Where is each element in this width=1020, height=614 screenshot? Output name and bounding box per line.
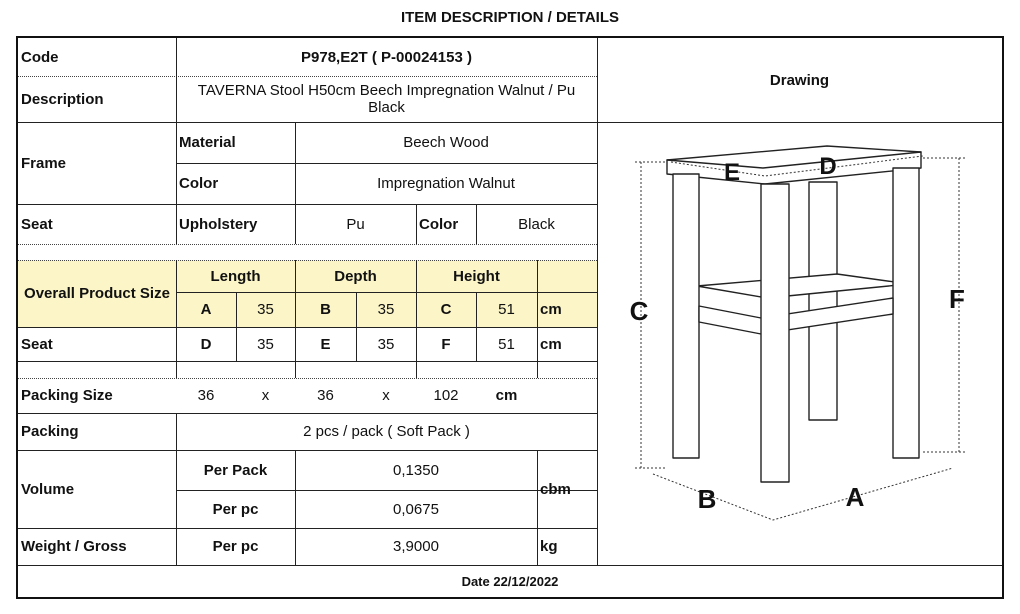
weight-unit: kg: [540, 538, 558, 555]
description-label: Description: [21, 90, 104, 108]
dim-letter-b: B: [320, 301, 331, 318]
description-value: TAVERNA Stool H50cm Beech Impregnation Walnut / Pu Black: [197, 82, 576, 116]
stool-front-stretcher: [699, 298, 893, 334]
dim-value-f: 51: [498, 335, 515, 353]
volume-per-pc: 0,0675: [393, 500, 439, 518]
dim-letter-d: D: [200, 335, 212, 353]
dim-letter-e: E: [320, 335, 331, 353]
seat-dim-label: Seat: [21, 335, 53, 353]
seat-unit: cm: [540, 335, 562, 353]
stool-back-leg: [809, 182, 837, 420]
drawing-letter-e: E: [723, 159, 741, 186]
per-pack-label: Per Pack: [203, 461, 268, 479]
page-title: ITEM DESCRIPTION / DETAILS: [400, 9, 620, 26]
volume-label: Volume: [21, 480, 75, 498]
code-label: Code: [21, 48, 59, 66]
drawing-letter-c: C: [629, 296, 649, 326]
seat-color-label: Color: [419, 215, 459, 233]
packing-width: 36: [317, 387, 334, 404]
drawing-letter-a: A: [845, 482, 865, 512]
color-value: Impregnation Walnut: [377, 175, 515, 192]
dim-value-e: 35: [377, 335, 395, 353]
dim-letter-a: A: [200, 301, 212, 318]
packing-label: Packing: [21, 423, 79, 440]
seat-color-value: Black: [518, 215, 555, 233]
overall-size-label: Overall Product Size: [24, 285, 170, 302]
upholstery-label: Upholstery: [179, 215, 258, 233]
stool-drawing-svg: [597, 122, 1007, 562]
upholstery-value: Pu: [346, 215, 365, 233]
height-header: Height: [453, 267, 500, 285]
frame-label: Frame: [21, 154, 67, 172]
material-value: Beech Wood: [403, 134, 489, 151]
dim-value-b: 35: [377, 301, 395, 318]
code-value: P978,E2T ( P-00024153 ): [301, 48, 472, 66]
drawing-letter-f: F: [949, 284, 965, 314]
packing-x2: x: [382, 387, 390, 404]
dim-value-c: 51: [498, 301, 515, 318]
packing-unit: cm: [495, 387, 518, 404]
volume-unit: cbm: [540, 480, 571, 498]
stool-drawing: [597, 122, 1007, 562]
weight-per-pc: 3,9000: [393, 538, 439, 555]
length-header: Length: [210, 267, 261, 285]
drawing-letter-d: D: [819, 153, 837, 180]
dim-value-a: 35: [257, 301, 274, 318]
stool-front-leg: [761, 184, 789, 482]
overall-unit: cm: [540, 301, 562, 318]
weight-per-pc-label: Per pc: [212, 538, 259, 555]
color-label: Color: [179, 175, 219, 192]
seat-label: Seat: [21, 215, 53, 233]
packing-size-label: Packing Size: [21, 387, 113, 404]
stool-left-leg: [673, 174, 699, 458]
material-label: Material: [179, 134, 236, 151]
dim-letter-c: C: [440, 301, 452, 318]
packing-value: 2 pcs / pack ( Soft Pack ): [303, 423, 470, 440]
drawing-label: Drawing: [769, 71, 830, 89]
depth-header: Depth: [334, 267, 377, 285]
packing-height: 102: [433, 387, 459, 404]
drawing-letter-b: B: [697, 484, 717, 514]
footer-date: Date 22/12/2022: [461, 573, 559, 589]
dim-letter-f: F: [441, 335, 451, 353]
packing-length: 36: [197, 387, 215, 404]
stool-right-leg: [893, 168, 919, 458]
weight-label: Weight / Gross: [21, 538, 127, 555]
stool-rear-stretcher: [697, 274, 909, 298]
volume-per-pack: 0,1350: [393, 461, 439, 479]
packing-x1: x: [261, 387, 270, 404]
dim-value-d: 35: [257, 335, 274, 353]
per-pc-label: Per pc: [212, 500, 259, 518]
